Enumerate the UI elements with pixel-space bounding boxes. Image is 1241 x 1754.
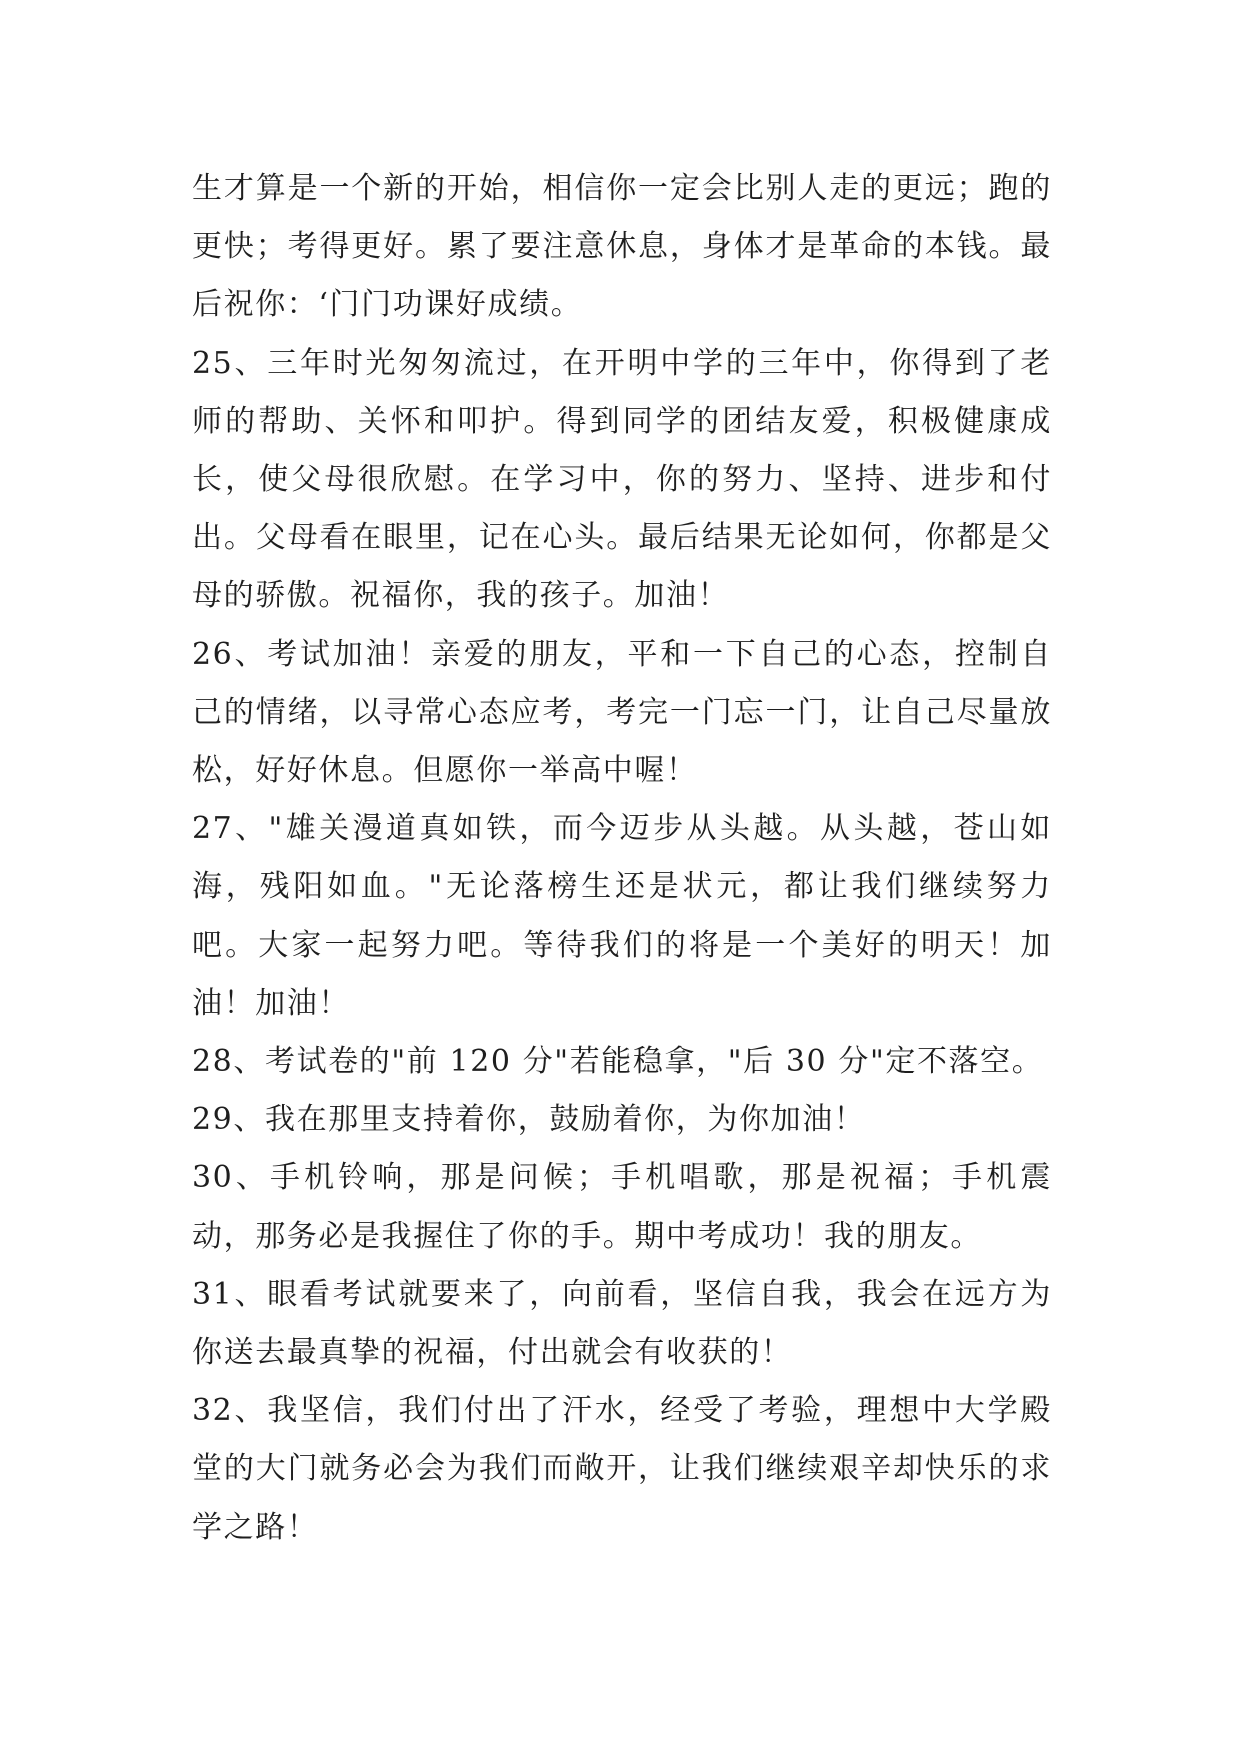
paragraph-item-30: 30、手机铃响，那是问候；手机唱歌，那是祝福；手机震动，那务必是我握住了你的手。期中考成功！我的朋友。 xyxy=(192,1160,1052,1254)
paragraph-item-29: 29、我在那里支持着你，鼓励着你，为你加油！ xyxy=(192,1102,866,1138)
paragraph-item-28: 28、考试卷的"前 120 分"若能稳拿，"后 30 分"定不落空。 xyxy=(192,1044,1044,1080)
paragraph-continuation: 生才算是一个新的开始，相信你一定会比别人走的更远；跑的更快；考得更好。累了要注意休息，身体才是革命的本钱。最后祝你：‘门门功课好成绩。 xyxy=(192,171,1052,323)
paragraph-item-32: 32、我坚信，我们付出了汗水，经受了考验，理想中大学殿堂的大门就务必会为我们而敞开，让我们继续艰辛却快乐的求学之路！ xyxy=(192,1393,1052,1545)
paragraph-item-31: 31、眼看考试就要来了，向前看，坚信自我，我会在远方为你送去最真挚的祝福，付出就会有收获的！ xyxy=(192,1276,1052,1371)
paragraph-item-26: 26、考试加油！亲爱的朋友，平和一下自己的心态，控制自己的情绪，以寻常心态应考，考完一门忘一门，让自己尽量放松，好好休息。但愿你一举高中喔！ xyxy=(192,636,1052,789)
document-body xyxy=(192,160,1052,1557)
paragraph-item-27: 27、"雄关漫道真如铁，而今迈步从头越。从头越，苍山如海，残阳如血。"无论落榜生还是状元，都让我们继续努力吧。大家一起努力吧。等待我们的将是一个美好的明天！加油！加油！ xyxy=(192,811,1052,1021)
paragraph-item-25: 25、三年时光匆匆流过，在开明中学的三年中，你得到了老师的帮助、关怀和叩护。得到同学的团结友爱，积极健康成长，使父母很欣慰。在学习中，你的努力、坚持、进步和付出。父母看在眼里，记在心头。最后结果无论如何，你都是父母的骄傲。祝福你，我的孩子。加油！ xyxy=(192,345,1052,614)
